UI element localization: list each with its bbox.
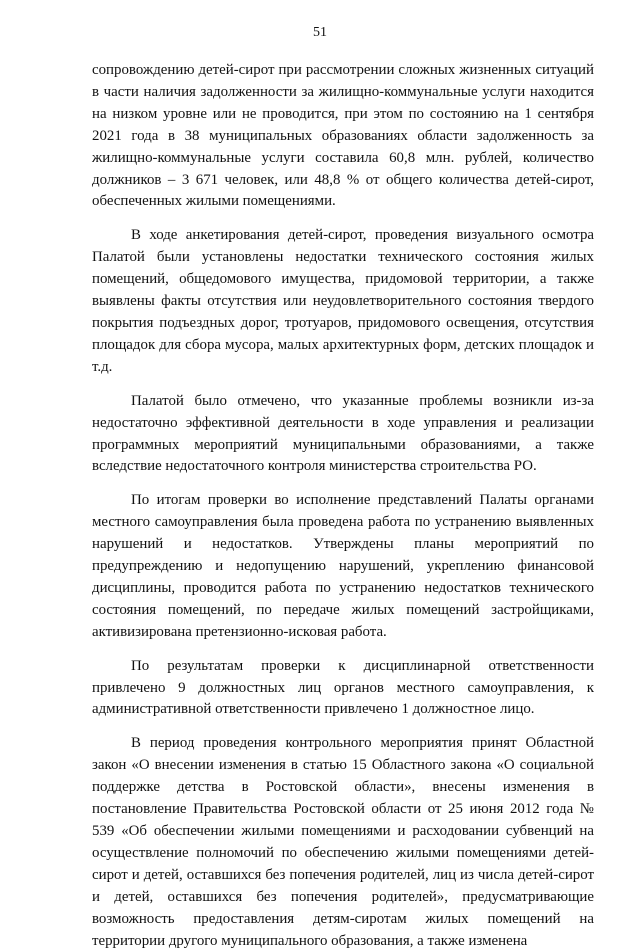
paragraph-survey-findings: В ходе анкетирования детей-сирот, проведения визуального осмотра Палатой были установлены недостатки технического состояния жилых помещений, общедомового имущества, придомовой территории, а также выявлены факты отсутствия или неудовлетворительного состояния твердого покрытия подъездных дорог, тротуаров, придомового освещения, отсутствия площадок для сбора мусора, малых архитектурных форм, детских площадок и т.д. (92, 227, 594, 375)
paragraph-disciplinary-actions: По результатам проверки к дисциплинарной ответственности привлечено 9 должностных лиц органов местного самоуправления, к административной ответственности привлечено 1 должностное лицо. (92, 657, 594, 718)
document-body (92, 60, 594, 952)
page-number: 51 (313, 25, 327, 40)
paragraph-remediation: По итогам проверки во исполнение представлений Палаты органами местного самоуправления была проведена работа по устранению выявленных нарушений и недостатков. Утверждены планы мероприятий по предупреждению и недопущению нарушений, укреплению финансовой дисциплины, проводится работа по устранению недостатков технического состояния помещений, по передаче жилых помещений застройщиками, активизирована претензионно-исковая работа. (92, 492, 594, 640)
paragraph-problem-causes: Палатой было отмечено, что указанные проблемы возникли из-за недостаточно эффективной деятельности в ходе управления и реализации программных мероприятий муниципальными образованиями, а также вследствие недостаточного контроля министерства строительства РО. (92, 392, 594, 475)
paragraph-continuation: сопровождению детей-сирот при рассмотрении сложных жизненных ситуаций в части наличия задолженности за жилищно-коммунальные услуги находится на низком уровне или не проводится, при этом по состоянию на 1 сентября 2021 года в 38 муниципальных образованиях области задолженность за жилищно-коммунальные услуги составила 60,8 млн. рублей, количество должников – 3 671 человек, или 48,8 % от общего количества детей-сирот, обеспеченных жилыми помещениями. (92, 62, 594, 210)
paragraph-legislative-changes: В период проведения контрольного мероприятия принят Областной закон «О внесении изменения в статью 15 Областного закона «О социальной поддержке детства в Ростовской области», внесены изменения в постановление Правительства Ростовской области от 25 июня 2012 года № 539 «Об обеспечении жилыми помещениями и расходовании субвенций на осуществление полномочий по обеспечению жилыми помещениями детей-сирот и детей, оставшихся без попечения родителей, лиц из числа детей-сирот и детей, оставшихся без попечения родителей», предусматривающие возможность предоставления детям-сиротам жилых помещений на территории другого муниципального образования, а также изменена (92, 735, 594, 949)
